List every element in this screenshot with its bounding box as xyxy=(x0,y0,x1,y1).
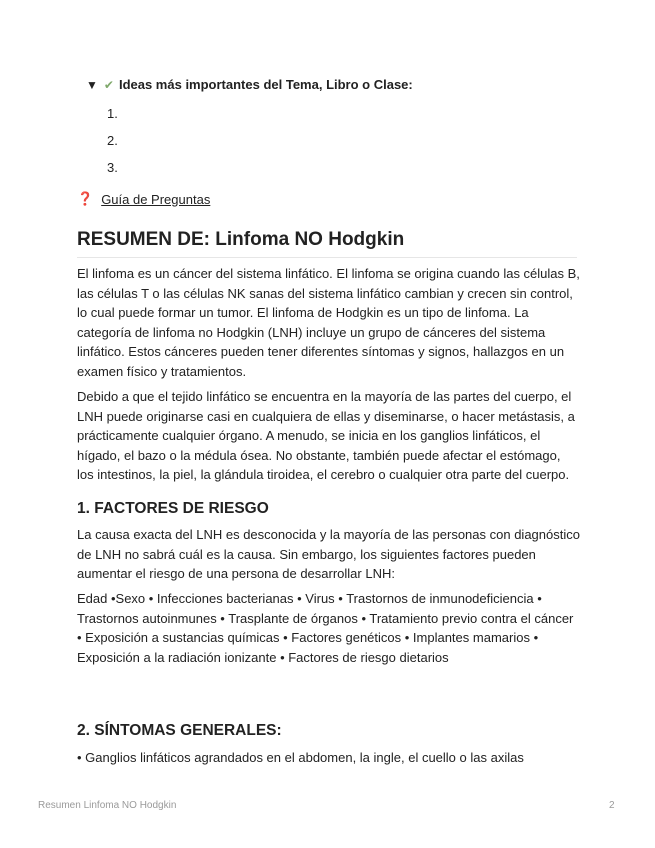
list-item: 3. xyxy=(107,160,118,175)
guide-link-row xyxy=(77,191,210,207)
page-title: RESUMEN DE: Linfoma NO Hodgkin xyxy=(77,229,577,258)
toggle-block-ideas[interactable] xyxy=(86,77,413,92)
list-item: 2. xyxy=(107,133,118,148)
section-heading-risk-factors: 1. FACTORES DE RIESGO xyxy=(77,500,269,517)
checkmark-icon: ✔ xyxy=(103,77,114,92)
guia-de-preguntas-link[interactable]: Guía de Preguntas xyxy=(101,191,211,207)
section-heading-symptoms: 2. SÍNTOMAS GENERALES: xyxy=(77,722,282,739)
intro-paragraph-2: Debido a que el tejido linfático se encuentra en la mayoría de las partes del cuerpo, el LNH puede originarse casi en cualquiera de ellas y diseminarse, o hacer metástasis, a prácticamente cualquier órgano. A menudo, se inicia en los ganglios linfáticos, el hígado, el bazo o la médula ósea. No obstante, también puede afectar el estómago, los intestinos, la piel, la glándula tiroidea, el cerebro o cualquier otra parte del cuerpo. xyxy=(77,389,575,483)
symptom-item: • Ganglios linfáticos agrandados en el abdomen, la ingle, el cuello o las axilas xyxy=(77,750,524,765)
risk-factors-list: Edad •Sexo • Infecciones bacterianas • Virus • Trastornos de inmunodeficiencia • Trastornos autoinmunes • Trasplante de órganos • Tratamiento previo contra el cáncer • Exposición a sustancias químicas • Factores genéticos • Implantes mamarios • Exposición a la radiación ionizante • Factores de riesgo dietarios xyxy=(77,591,574,665)
footer-title: Resumen Linfoma NO Hodgkin xyxy=(38,800,177,811)
question-mark-icon: ❓ xyxy=(77,191,94,206)
toggle-title: Ideas más importantes del Tema, Libro o Clase: xyxy=(118,77,413,92)
page-number: 2 xyxy=(609,800,615,811)
risk-factors-intro: La causa exacta del LNH es desconocida y la mayoría de las personas con diagnóstico de LNH no sabrá cuál es la causa. Sin embargo, los siguientes factores pueden aumentar el riesgo de una persona de desarrollar LNH: xyxy=(77,527,580,582)
intro-paragraph-1: El linfoma es un cáncer del sistema linfático. El linfoma se origina cuando las células B, las células T o las células NK sanas del sistema linfático cambian y crecen sin control, lo cual puede formar un tumor. El linfoma de Hodgkin es un tipo de linfoma. La categoría de linfoma no Hodgkin (LNH) incluye un grupo de cánceres del sistema linfático. Estos cánceres pueden tener diferentes síntomas y signos, hallazgos en un examen físico y tratamientos. xyxy=(77,266,580,379)
list-item: 1. xyxy=(107,106,118,121)
toggle-arrow-icon[interactable]: ▼ xyxy=(86,77,98,92)
numbered-list xyxy=(107,105,118,186)
